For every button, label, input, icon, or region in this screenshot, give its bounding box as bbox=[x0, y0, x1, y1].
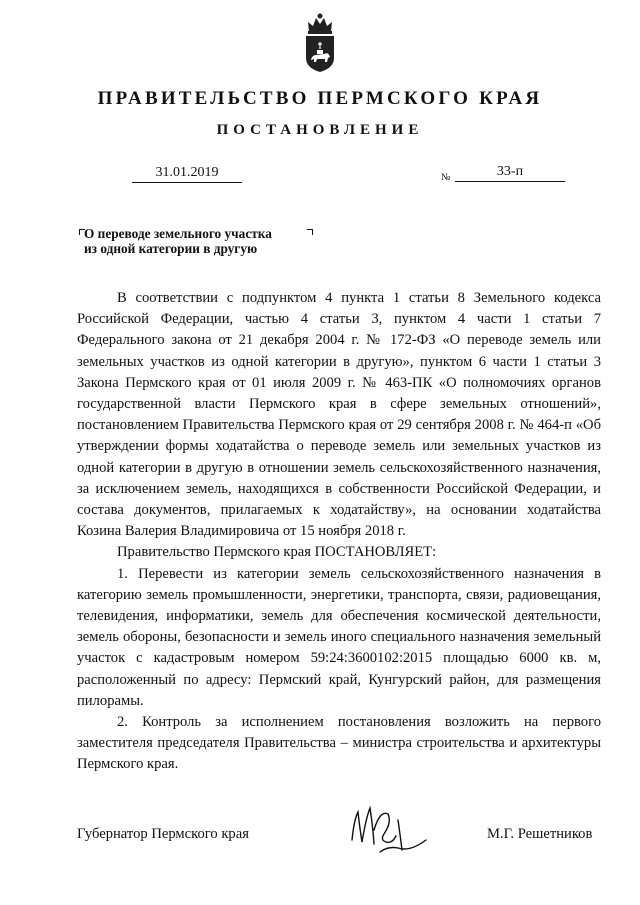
government-title: ПРАВИТЕЛЬСТВО ПЕРМСКОГО КРАЯ bbox=[97, 88, 543, 109]
bracket-right-mark bbox=[307, 229, 313, 235]
number-sign: № bbox=[441, 172, 451, 183]
clause-2-paragraph: 2. Контроль за исполнением постановления возложить на первого заместителя председателя Правительства – министра строительства и архитектуры Пермского края. bbox=[77, 714, 601, 773]
signatory-name: М.Г. Решетников bbox=[487, 826, 593, 842]
coat-of-arms-icon bbox=[303, 12, 337, 74]
signatory-title: Губернатор Пермского края bbox=[77, 826, 249, 842]
document-body bbox=[77, 288, 601, 776]
subject-line-2: из одной категории в другую bbox=[84, 241, 258, 256]
document-number: 33-п bbox=[455, 164, 565, 182]
document-date: 31.01.2019 bbox=[132, 165, 242, 183]
document-subject bbox=[84, 226, 324, 256]
resolution-paragraph: Правительство Пермского края ПОСТАНОВЛЯЕТ: bbox=[117, 544, 437, 561]
clause-1-paragraph: 1. Перевести из категории земель сельскохозяйственного назначения в категорию земель промышленности, энергетики, транспорта, связи, радиовещания, телевидения, информатики, земель для обеспечения космической деятельности, земель обороны, безопасности и земель иного специального назначения земельный участок с кадастровым номером 59:24:3600102:2015 площадью 6000 кв. м, расположенный по адресу: Пермский край, Кунгурский район, для размещения пилорамы. bbox=[77, 565, 601, 709]
handwritten-signature-icon bbox=[340, 800, 440, 862]
bracket-left-mark bbox=[79, 229, 85, 235]
preamble-paragraph: В соответствии с подпунктом 4 пункта 1 статьи 8 Земельного кодекса Российской Федерации, частью 4 статьи 3, пунктом 4 части 1 статьи 7 Федерального закона от 21 декабря 2004 г. № 172-ФЗ «О переводе земель или земельных участков из одной категории в другую», пунктом 6 части 1 статьи 3 Закона Пермского края от 01 июля 2009 г. № 463-ПК «О полномочиях органов государственной власти Пермского края в сфере земельных отношений», постановлением Правительства Пермского края от 29 сентября 2008 г. № 464-п «Об утверждении формы ходатайства о переводе земель или земельных участков из одной категории в другую в отношении земель сельскохозяйственного назначения, за исключением земель, находящихся в собственности Российской Федерации, и состава документов, прилагаемых к ходатайству», на основании ходатайства Козина Валерия Владимировича от 15 ноября 2018 г. bbox=[77, 290, 601, 540]
document-type: ПОСТАНОВЛЕНИЕ bbox=[216, 122, 424, 138]
subject-line-1: О переводе земельного участка bbox=[84, 226, 272, 241]
